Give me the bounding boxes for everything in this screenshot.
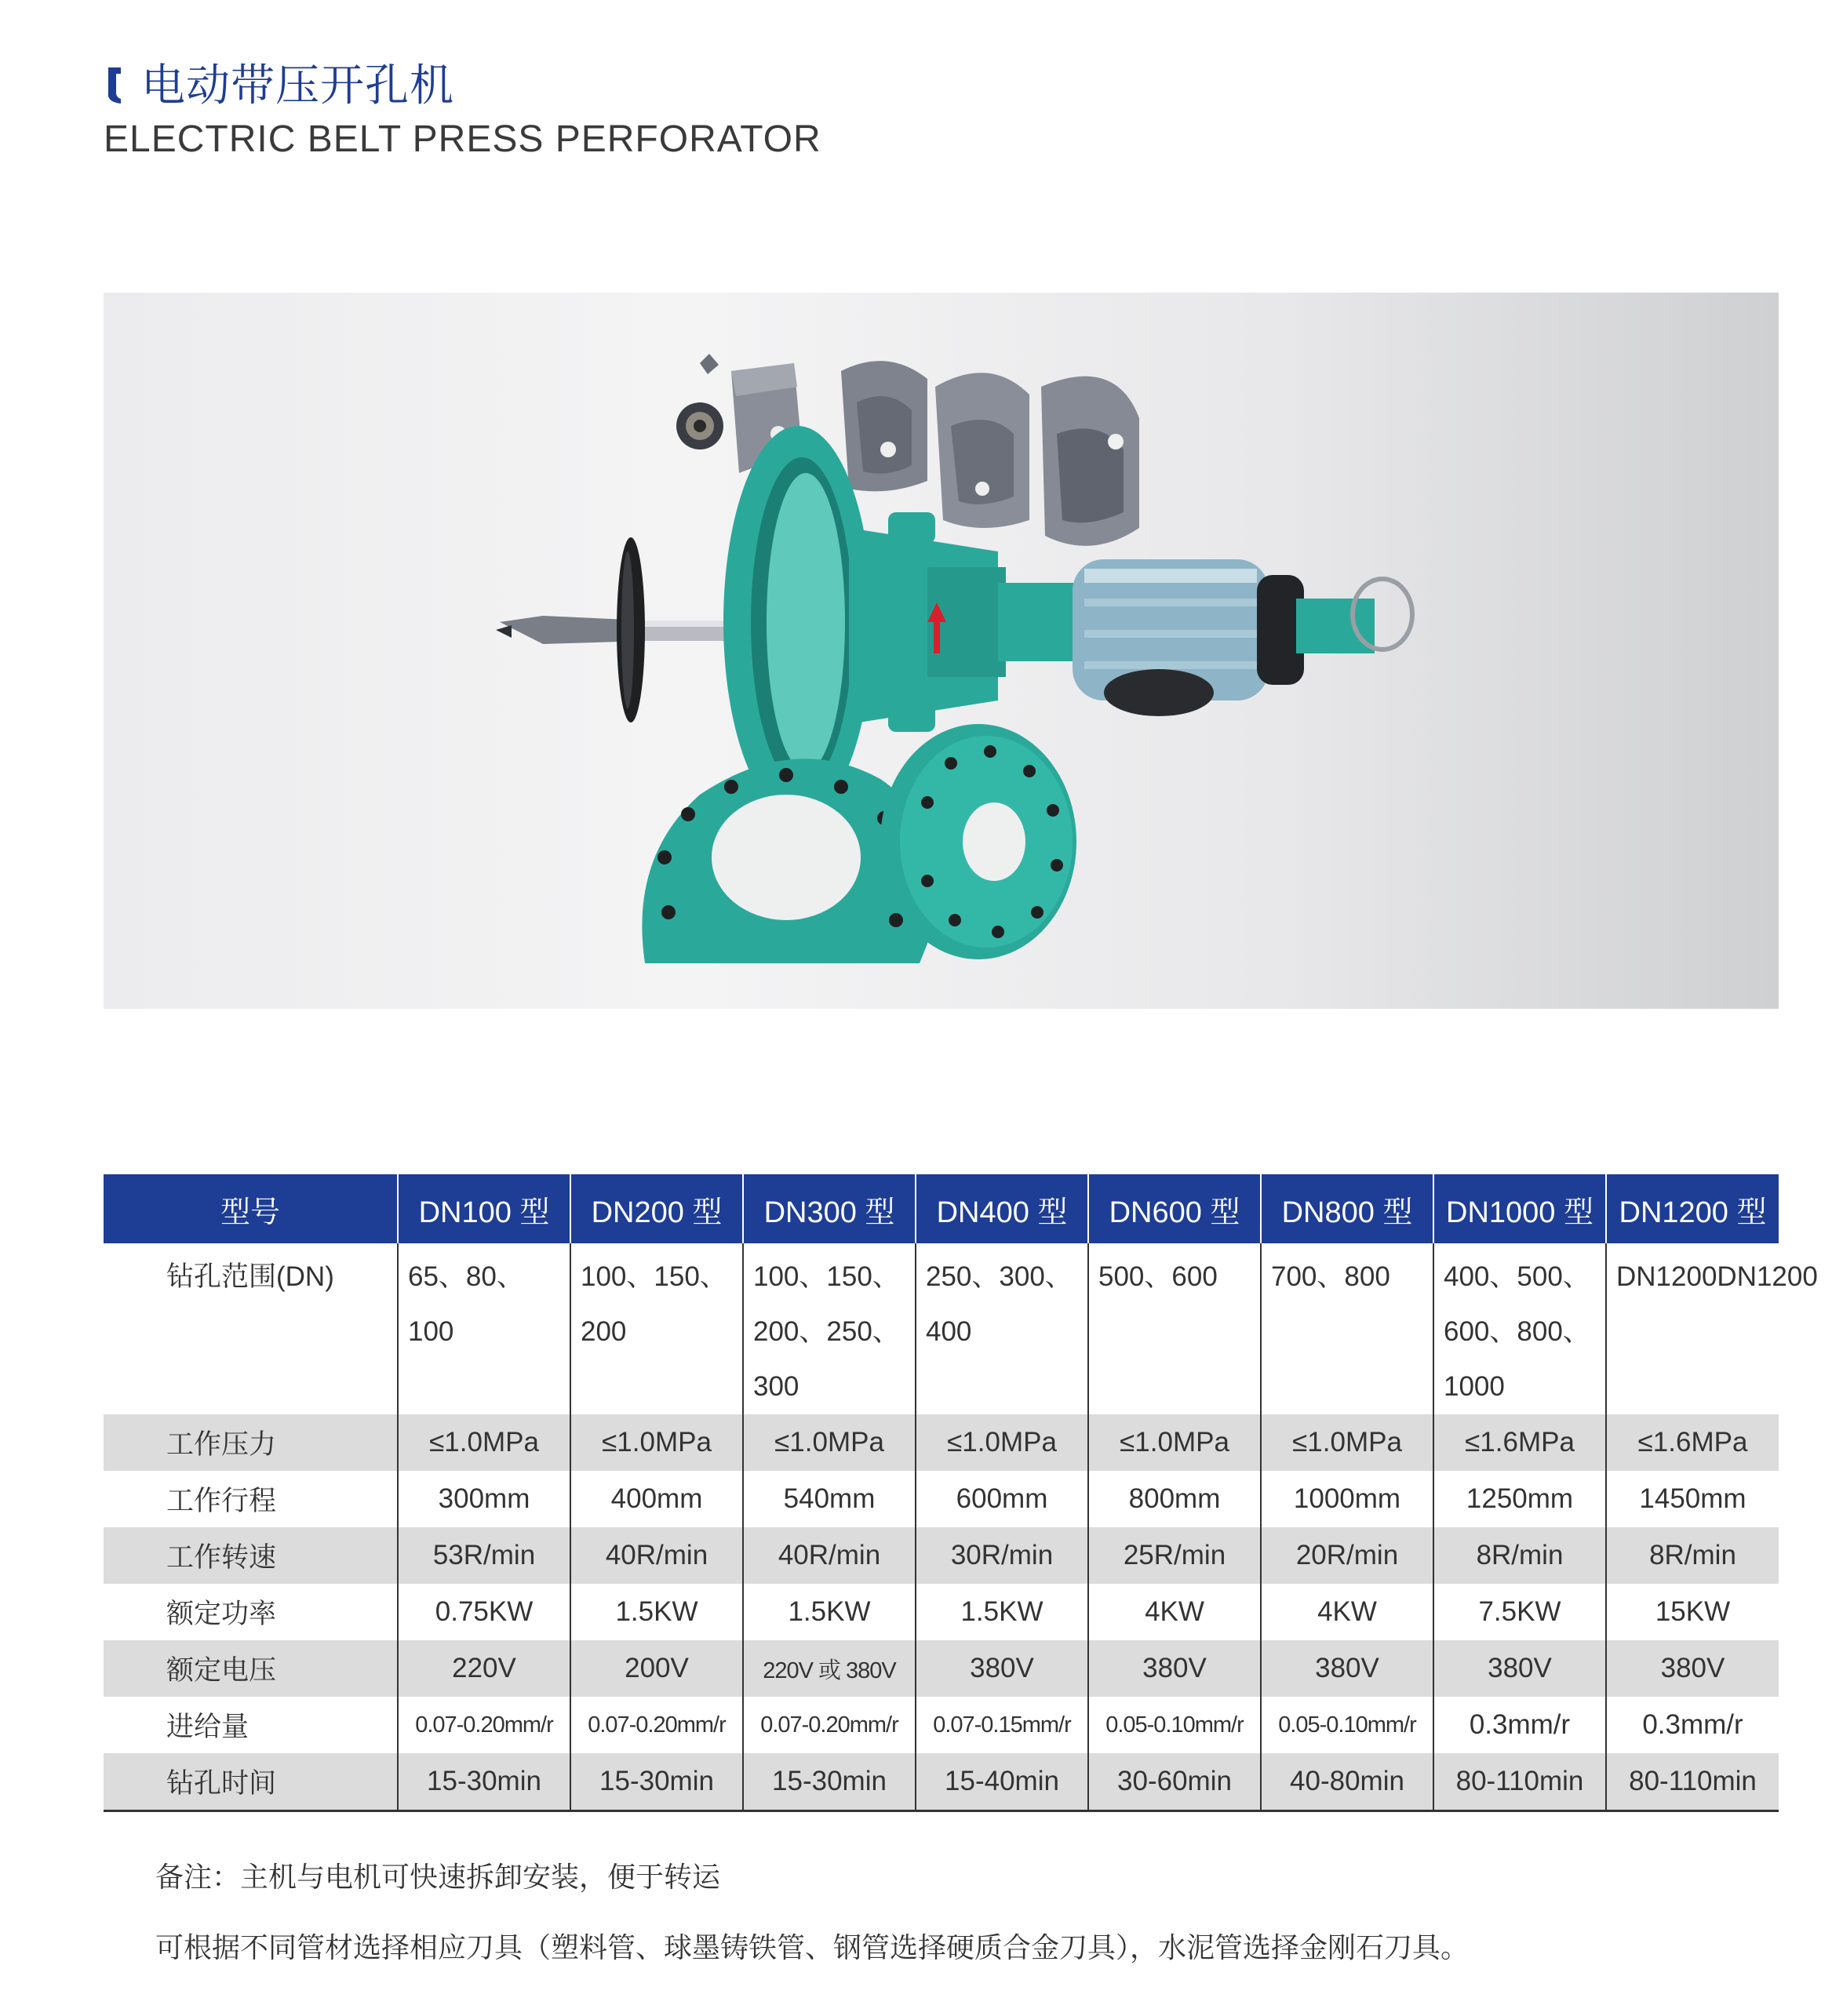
header-dn1200: DN1200 型 [1606, 1174, 1779, 1243]
header-dn1000: DN1000 型 [1433, 1174, 1606, 1243]
note-line-2: 可根据不同管材选择相应刀具（塑料管、球墨铸铁管、钢管选择硬质合金刀具），水泥管选择金刚石刀具。 [155, 1932, 1470, 1964]
table-cell: 1.5KW [570, 1584, 743, 1640]
table-cell: 0.05-0.10mm/r [1088, 1697, 1261, 1753]
product-photo [104, 293, 1779, 1009]
table-cell: 65、80、100 [398, 1243, 570, 1414]
table-cell: 40R/min [570, 1527, 743, 1584]
table-cell: 0.07-0.20mm/r [743, 1697, 916, 1753]
table-cell: 4KW [1088, 1584, 1261, 1640]
table-cell: 80-110min [1606, 1753, 1779, 1811]
table-cell: 0.3mm/r [1606, 1697, 1779, 1753]
table-cell: 400mm [570, 1471, 743, 1527]
row-label: 进给量 [166, 1712, 249, 1742]
table-header-row [104, 1174, 1779, 1243]
header-dn100: DN100 型 [398, 1174, 570, 1243]
table-cell: 500、600 [1088, 1243, 1261, 1414]
motor [1073, 559, 1412, 716]
table-cell: 8R/min [1433, 1527, 1606, 1584]
table-cell: 15KW [1606, 1584, 1779, 1640]
table-cell: 53R/min [398, 1527, 570, 1584]
table-cell: 0.07-0.15mm/r [916, 1697, 1088, 1753]
bookmark-icon [104, 66, 126, 105]
table-row [104, 1527, 1779, 1584]
table-row [104, 1243, 1779, 1414]
table-cell: 7.5KW [1433, 1584, 1606, 1640]
title-chinese: 电动带压开孔机 [141, 60, 454, 111]
specification-table [104, 1174, 1818, 1812]
table-cell: ≤1.0MPa [398, 1414, 570, 1471]
table-cell: 15-30min [398, 1753, 570, 1811]
table-cell: ≤1.0MPa [1088, 1414, 1261, 1471]
table-cell: 800mm [1088, 1471, 1261, 1527]
table-cell: 4KW [1261, 1584, 1433, 1640]
header-model: 型号 [104, 1174, 398, 1243]
table-cell: 40R/min [743, 1527, 916, 1584]
row-label: 工作行程 [166, 1486, 277, 1516]
perforator-machine-illustration [104, 293, 1779, 1009]
table-cell: 380V [1433, 1640, 1606, 1697]
table-cell: 200V [570, 1640, 743, 1697]
table-cell: ≤1.0MPa [916, 1414, 1088, 1471]
flange-plates [642, 724, 1076, 963]
row-label: 额定功率 [166, 1599, 277, 1629]
table-cell: 0.75KW [398, 1584, 570, 1640]
table-cell: 540mm [743, 1471, 916, 1527]
table-cell: 100、150、200、250、300 [743, 1243, 916, 1414]
table-cell: 600mm [916, 1471, 1088, 1527]
table-cell: 8R/min [1606, 1527, 1779, 1584]
table-cell: 1450mm [1606, 1471, 1779, 1527]
table-row [104, 1584, 1779, 1640]
row-label: 工作压力 [104, 1414, 398, 1471]
title-english: ELECTRIC BELT PRESS PERFORATOR [104, 118, 821, 160]
table-cell: 30-60min [1088, 1753, 1261, 1811]
table-cell: 1250mm [1433, 1471, 1606, 1527]
table-row [104, 1753, 1779, 1811]
table-cell: DN1200DN1200 [1606, 1243, 1779, 1414]
table-cell: 40-80min [1261, 1753, 1433, 1811]
table-row [104, 1471, 1779, 1527]
table-cell: 1.5KW [916, 1584, 1088, 1640]
table-cell: ≤1.0MPa [1261, 1414, 1433, 1471]
table-cell: 0.3mm/r [1433, 1697, 1606, 1753]
header-dn400: DN400 型 [916, 1174, 1088, 1243]
table-cell: 0.05-0.10mm/r [1261, 1697, 1433, 1753]
table-cell: ≤1.6MPa [1433, 1414, 1606, 1471]
header-dn200: DN200 型 [570, 1174, 743, 1243]
table-cell: 700、800 [1261, 1243, 1433, 1414]
table-cell: 400、500、600、800、1000 [1433, 1243, 1606, 1414]
table-cell: 300mm [398, 1471, 570, 1527]
table-row [104, 1640, 1779, 1697]
table-cell: 25R/min [1088, 1527, 1261, 1584]
row-label: 额定电压 [104, 1640, 398, 1697]
table-cell: 100、150、200 [570, 1243, 743, 1414]
table-cell: 15-30min [570, 1753, 743, 1811]
table-cell: 0.07-0.20mm/r [398, 1697, 570, 1753]
table-cell: ≤1.6MPa [1606, 1414, 1779, 1471]
table-cell: 220V [398, 1640, 570, 1697]
table-row [104, 1414, 1779, 1471]
row-label: 钻孔时间 [104, 1753, 398, 1811]
table-cell: 380V [916, 1640, 1088, 1697]
table-cell: 250、300、400 [916, 1243, 1088, 1414]
header-dn300: DN300 型 [743, 1174, 916, 1243]
header-dn600: DN600 型 [1088, 1174, 1261, 1243]
table-cell: ≤1.0MPa [743, 1414, 916, 1471]
table-cell: 30R/min [916, 1527, 1088, 1584]
table-cell: 1000mm [1261, 1471, 1433, 1527]
table-cell: 15-30min [743, 1753, 916, 1811]
note-line-1: 备注：主机与电机可快速拆卸安装，便于转运 [155, 1861, 721, 1894]
table-cell: ≤1.0MPa [570, 1414, 743, 1471]
row-label: 钻孔范围(DN) [166, 1261, 334, 1292]
table-cell: 380V [1606, 1640, 1779, 1697]
table-cell: 220V 或 380V [743, 1640, 916, 1697]
table-row [104, 1697, 1779, 1753]
table-cell: 380V [1261, 1640, 1433, 1697]
table-cell: 0.07-0.20mm/r [570, 1697, 743, 1753]
table-cell: 380V [1088, 1640, 1261, 1697]
header-dn800: DN800 型 [1261, 1174, 1433, 1243]
table-cell: 80-110min [1433, 1753, 1606, 1811]
row-label: 工作转速 [104, 1527, 398, 1584]
table-cell: 20R/min [1261, 1527, 1433, 1584]
table-cell: 15-40min [916, 1753, 1088, 1811]
table-cell: 1.5KW [743, 1584, 916, 1640]
